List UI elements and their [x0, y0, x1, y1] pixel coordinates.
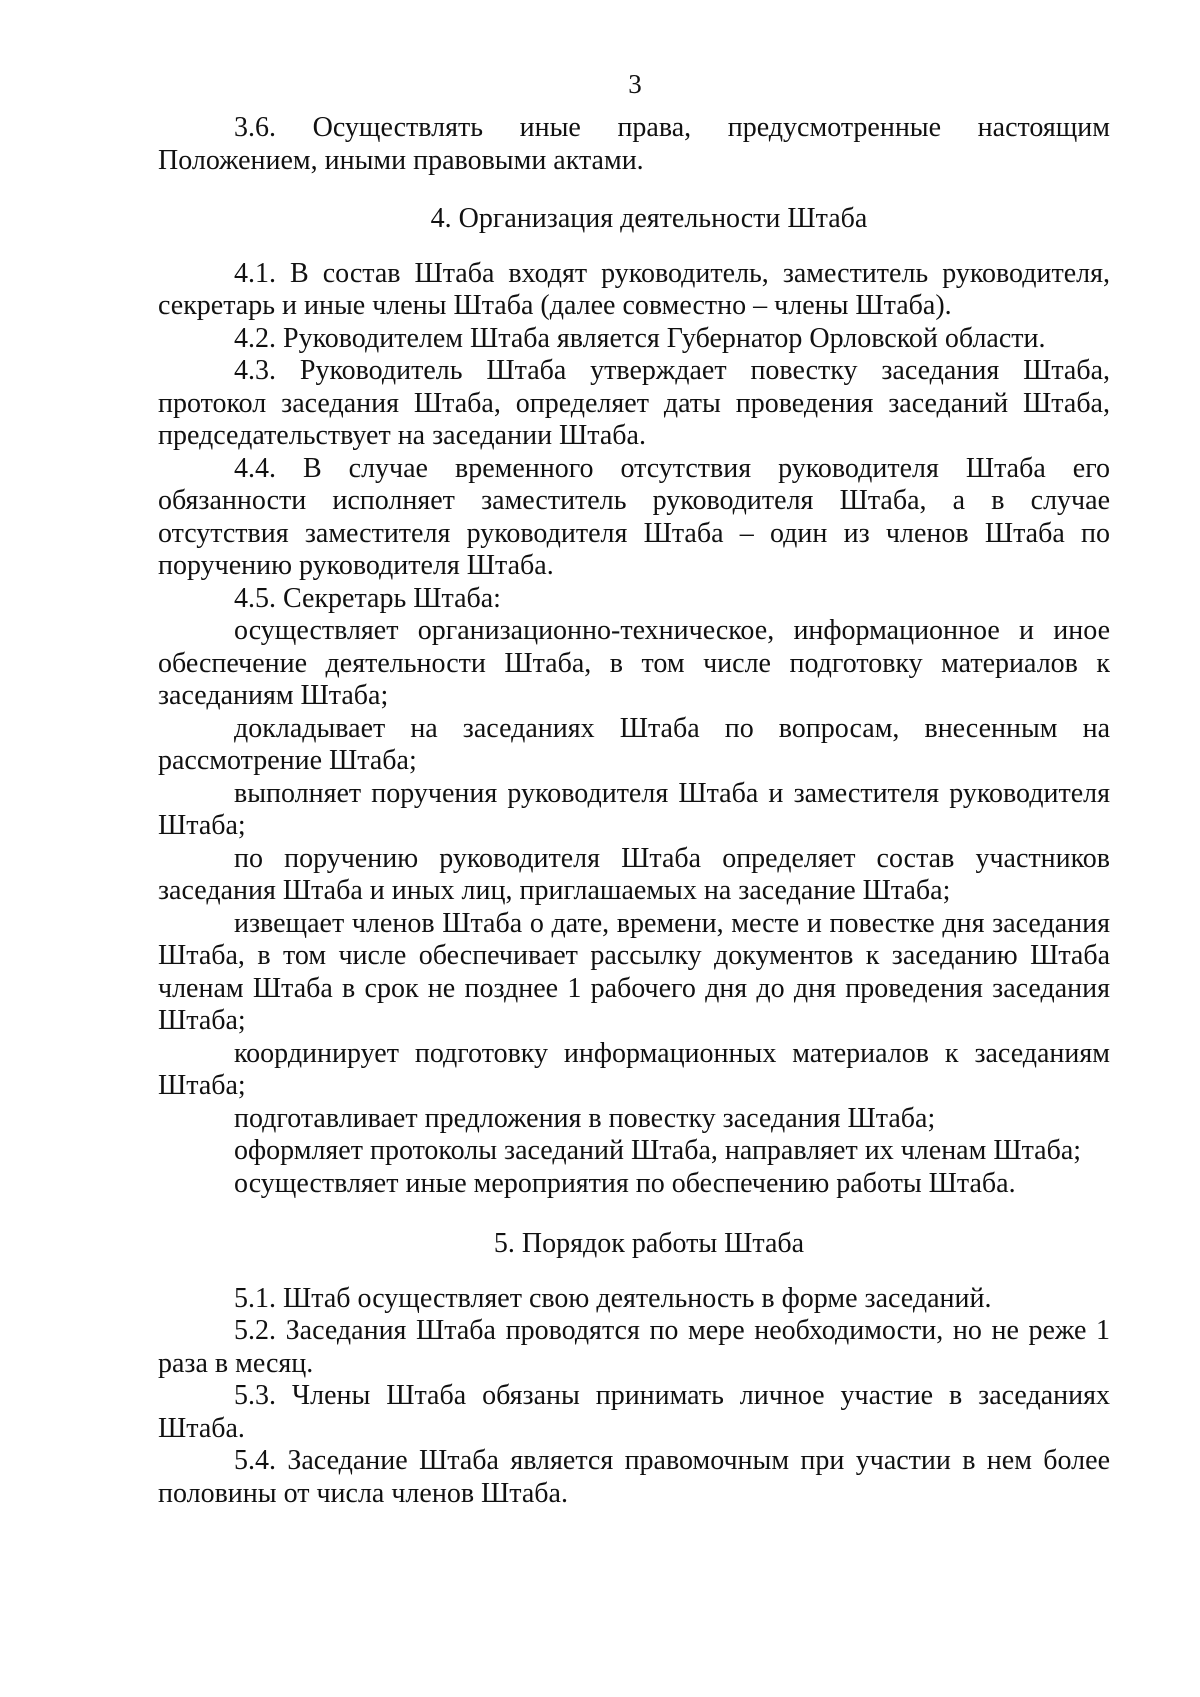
secretary-duty-4: по поручению руководителя Штаба определяет состав участников заседания Штаба и иных лиц, приглашаемых на заседание Штаба; — [158, 842, 1110, 906]
paragraph-4-4: 4.4. В случае временного отсутствия руководителя Штаба его обязанности исполняет заместитель руководителя Штаба, а в случае отсутствия заместителя руководителя Штаба – один из членов Штаба по поручению руководителя Штаба. — [158, 452, 1110, 581]
paragraph-5-2: 5.2. Заседания Штаба проводятся по мере необходимости, но не реже 1 раза в месяц. — [158, 1315, 1110, 1379]
secretary-duty-7: подготавливает предложения в повестку заседания Штаба; — [234, 1102, 936, 1134]
secretary-duty-9: осуществляет иные мероприятия по обеспечению работы Штаба. — [234, 1167, 1016, 1199]
secretary-duty-6: координирует подготовку информационных материалов к заседаниям Штаба; — [158, 1037, 1110, 1101]
secretary-duty-8: оформляет протоколы заседаний Штаба, направляет их членам Штаба; — [234, 1135, 1082, 1166]
secretary-duty-3: выполняет поручения руководителя Штаба и заместителя руководителя Штаба; — [158, 777, 1110, 841]
section-4-heading: 4. Организация деятельности Штаба — [430, 203, 868, 234]
section-5-heading: 5. Порядок работы Штаба — [493, 1228, 805, 1259]
paragraph-3-6: 3.6. Осуществлять иные права, предусмотренные настоящим Положением, иными правовыми актами. — [158, 112, 1110, 176]
paragraph-4-3: 4.3. Руководитель Штаба утверждает повестку заседания Штаба, протокол заседания Штаба, определяет даты проведения заседаний Штаба, председательствует на заседании Штаба. — [158, 355, 1110, 451]
secretary-duty-2: докладывает на заседаниях Штаба по вопросам, внесенным на рассмотрение Штаба; — [158, 712, 1110, 776]
page-number: 3 — [628, 69, 642, 99]
paragraph-4-1: 4.1. В состав Штаба входят руководитель, заместитель руководителя, секретарь и иные члены Штаба (далее совместно – члены Штаба). — [158, 257, 1110, 321]
paragraph-4-2: 4.2. Руководителем Штаба является Губернатор Орловской области. — [234, 322, 1046, 354]
paragraph-5-4: 5.4. Заседание Штаба является правомочным при участии в нем более половины от числа членов Штаба. — [158, 1445, 1110, 1509]
paragraph-5-1: 5.1. Штаб осуществляет свою деятельность в форме заседаний. — [234, 1282, 992, 1314]
secretary-duty-5: извещает членов Штаба о дате, времени, месте и повестке дня заседания Штаба, в том числе обеспечивает рассылку документов к заседанию Штаба членам Штаба в срок не позднее 1 рабочего дня до дня проведения заседания Штаба; — [158, 907, 1110, 1036]
document-body — [158, 112, 1110, 1510]
paragraph-4-5: 4.5. Секретарь Штаба: — [234, 582, 501, 614]
secretary-duty-1: осуществляет организационно-техническое, информационное и иное обеспечение деятельности Штаба, в том числе подготовку материалов к заседаниям Штаба; — [158, 615, 1110, 711]
paragraph-5-3: 5.3. Члены Штаба обязаны принимать личное участие в заседаниях Штаба. — [158, 1380, 1110, 1444]
